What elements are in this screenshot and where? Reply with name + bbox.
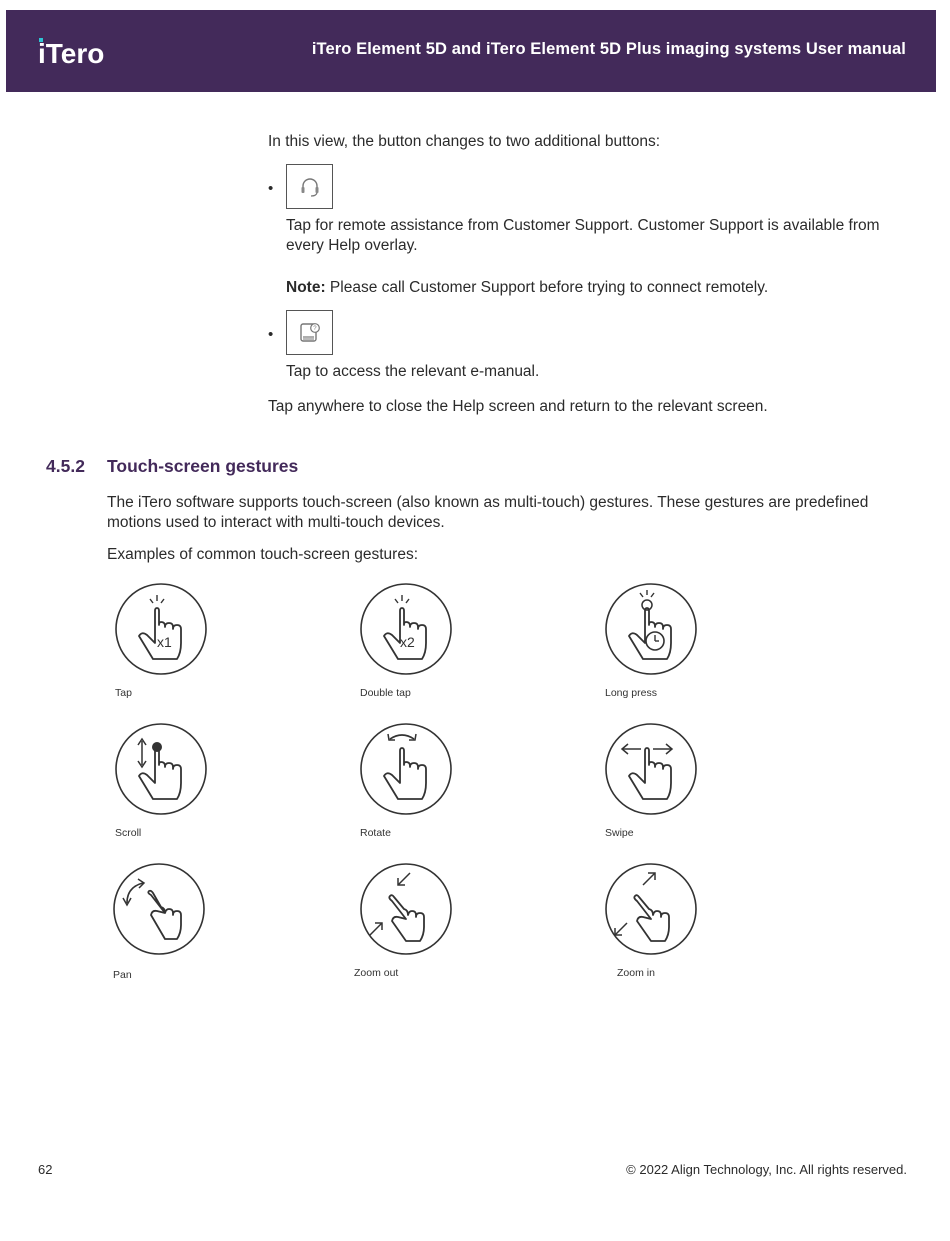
note: [286, 278, 886, 298]
zoom-out-gesture-icon: [360, 863, 456, 959]
gesture-label: Rotate: [360, 827, 391, 839]
note-label: Note:: [286, 279, 326, 296]
swipe-gesture-icon: [605, 723, 701, 819]
rotate-gesture-icon: [360, 723, 456, 819]
bullet: •: [268, 180, 274, 197]
gesture-label: Tap: [115, 687, 132, 699]
zoom-in-gesture-icon: [605, 863, 701, 959]
gesture-label: Double tap: [360, 687, 411, 699]
note-text: Please call Customer Support before trying to connect remotely.: [325, 279, 769, 296]
bullet: •: [268, 326, 274, 343]
remote-assistance-description: Tap for remote assistance from Customer Support. Customer Support is available from every Help overlay.: [286, 217, 880, 254]
gesture-zoom-out: [354, 863, 560, 993]
gesture-swipe: [605, 723, 805, 853]
gesture-label: Long press: [605, 687, 657, 699]
page-number: 62: [38, 1162, 53, 1177]
gesture-label: Scroll: [115, 827, 142, 839]
gesture-tap: [115, 583, 315, 713]
e-manual-button[interactable]: [286, 310, 333, 355]
examples-intro: Examples of common touch-screen gestures:: [107, 546, 418, 563]
pan-gesture-icon: [113, 863, 209, 959]
double-tap-gesture-icon: [360, 583, 456, 679]
document-title: iTero Element 5D and iTero Element 5D Plus imaging systems User manual: [311, 40, 906, 58]
gesture-rotate: [360, 723, 560, 853]
page-header: [6, 10, 936, 92]
gesture-double-tap: [360, 583, 560, 713]
gesture-label: Zoom out: [354, 967, 399, 979]
gesture-long-press: [605, 583, 805, 713]
copyright: © 2022 Align Technology, Inc. All rights reserved.: [626, 1162, 907, 1177]
gesture-scroll: [115, 723, 315, 853]
e-manual-icon: [298, 321, 322, 345]
section-number: 4.5.2: [46, 456, 85, 476]
long-press-gesture-icon: [605, 583, 701, 679]
gesture-pan: [113, 863, 313, 993]
intro-text: In this view, the button changes to two additional buttons:: [268, 133, 661, 150]
remote-assistance-button[interactable]: [286, 164, 333, 209]
svg-text:?: ?: [313, 326, 317, 333]
tap-gesture-icon: [115, 583, 211, 679]
itero-logo: [38, 32, 118, 72]
section-title: Touch-screen gestures: [107, 456, 299, 476]
gesture-label: Zoom in: [617, 967, 655, 979]
gesture-label: Pan: [113, 969, 132, 981]
gesture-zoom-in: [605, 863, 805, 993]
closing-text: Tap anywhere to close the Help screen and return to the relevant screen.: [268, 398, 768, 415]
gesture-label: Swipe: [605, 827, 634, 839]
headset-icon: [298, 175, 322, 199]
svg-text:x1: x1: [157, 634, 172, 650]
e-manual-description: Tap to access the relevant e-manual.: [286, 363, 540, 380]
scroll-gesture-icon: [115, 723, 211, 819]
svg-text:iTero: iTero: [38, 38, 105, 69]
svg-text:x2: x2: [400, 634, 415, 650]
section-description: The iTero software supports touch-screen (also known as multi-touch) gestures. These gestures are predefined motions used to interact with multi-touch devices.: [107, 494, 869, 531]
